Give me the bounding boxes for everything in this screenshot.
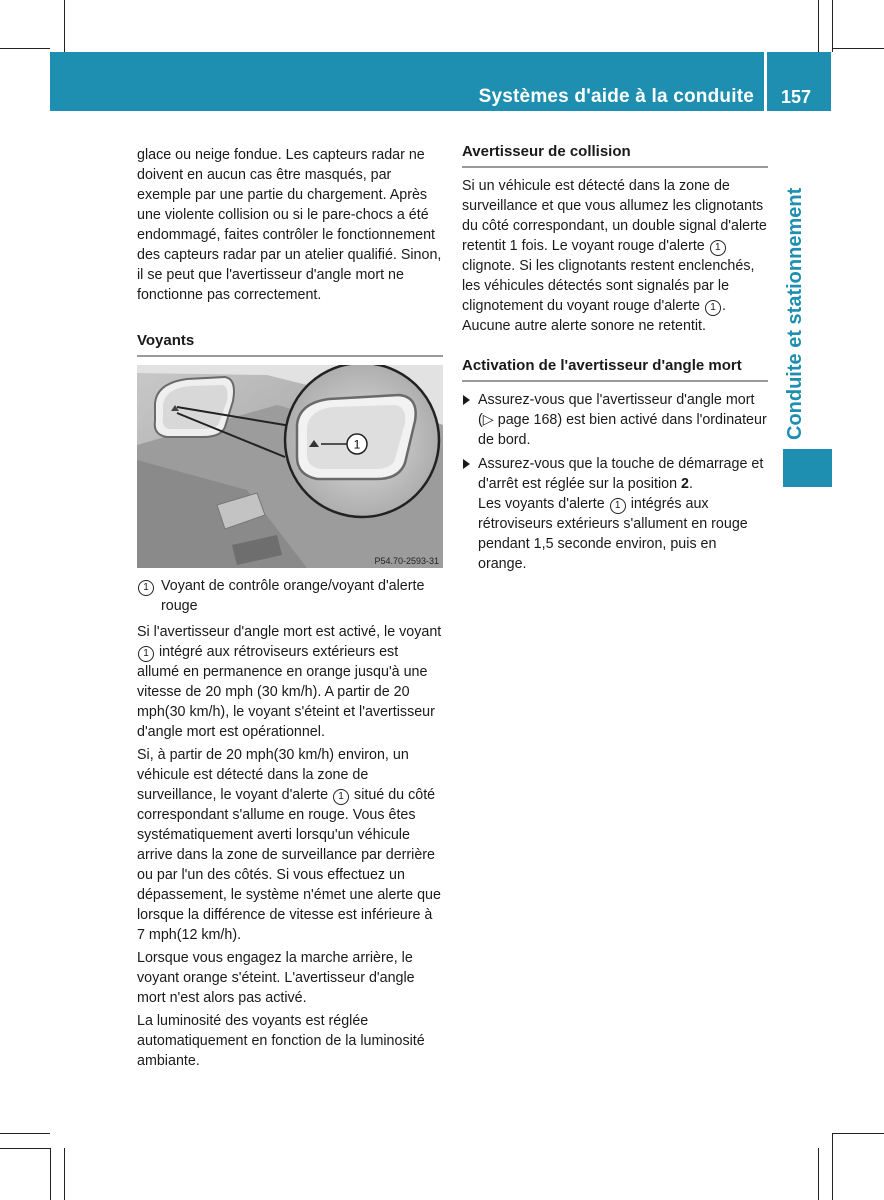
intro-paragraph: glace ou neige fondue. Les capteurs radar ne doivent en aucun cas être masqués, par exemple par une partie du chargement. Après une violente collision ou si le pare-chocs a été endommagé, faites contrôler le fonctionnement des capteurs radar par un atelier qualifié. Sinon, il se peut que l'avertisseur d'angle mort ne fonctionne pas correctement. [137, 147, 442, 303]
callout-badge: 1 [333, 789, 349, 805]
page-title: Systèmes d'aide à la conduite [478, 86, 754, 107]
crop-mark [64, 1148, 65, 1200]
crop-mark [832, 1133, 884, 1134]
page-header [50, 52, 764, 111]
right-column [462, 142, 768, 578]
callout-badge: 1 [710, 240, 726, 256]
figure-caption [137, 576, 443, 616]
crop-mark [64, 0, 65, 52]
page-ref-arrow-icon: ▷ [482, 412, 494, 428]
left-column [137, 145, 443, 1074]
mirror-figure [137, 365, 443, 568]
instruction-step-1: Assurez-vous que l'avertisseur d'angle mort (▷ page 168) est bien activé dans l'ordinateur de bord. [462, 390, 768, 450]
step-arrow-icon [463, 459, 470, 469]
instruction-step-2: Assurez-vous que la touche de démarrage et d'arrêt est réglée sur la position 2. Les voyants d'alerte 1 intégrés aux rétroviseurs extérieurs s'allument en rouge pendant 1,5 seconde environ, puis en orange. [462, 454, 768, 574]
side-section-text: Conduite et stationnement [784, 187, 806, 440]
crop-mark [818, 1148, 819, 1200]
side-tab-marker [783, 449, 832, 487]
figure-callout: 1 [353, 437, 361, 452]
paragraph-3: Lorsque vous engagez la marche arrière, le voyant orange s'éteint. L'avertisseur d'angle mort n'est alors pas activé. [137, 950, 415, 1006]
callout-badge: 1 [610, 498, 626, 514]
crop-mark [50, 1148, 51, 1200]
crop-mark [832, 1133, 833, 1200]
step-arrow-icon [463, 395, 470, 405]
crop-mark [832, 48, 884, 49]
callout-badge: 1 [705, 300, 721, 316]
paragraph-2: Si, à partir de 20 mph(30 km/h) environ, un véhicule est détecté dans la zone de surveillance, le voyant d'alerte 1 situé du côté correspondant s'allume en rouge. Vous êtes systématiquement averti lorsqu'un véhicule arrive dans la zone de surveillance par derrière ou par l'un des côtés. Si vous effectuez un dépassement, le système n'émet une alerte que lorsque la différence de vitesse est inférieure à 7 mph(12 km/h). [137, 747, 441, 943]
crop-mark [818, 0, 819, 52]
crop-mark [0, 1133, 50, 1134]
crop-mark [0, 1148, 50, 1149]
callout-badge: 1 [138, 580, 154, 596]
figure-code: P54.70-2593-31 [374, 556, 439, 566]
section-heading-activation: Activation de l'avertisseur d'angle mort [462, 356, 768, 382]
crop-mark [832, 0, 833, 52]
section-heading-collision: Avertisseur de collision [462, 142, 768, 168]
caption-text: Voyant de contrôle orange/voyant d'alerte rouge [161, 578, 425, 614]
collision-paragraph: Si un véhicule est détecté dans la zone de surveillance et que vous allumez les clignotants du côté correspondant, un double signal d'alerte retentit 1 fois. Le voyant rouge d'alerte 1 clignote. Si les clignotants restent enclenchés, les véhicules détectés sont signalés par le clignotement du voyant rouge d'alerte 1 . Aucune autre alerte sonore ne retentit. [462, 178, 767, 334]
crop-mark [0, 48, 50, 49]
section-heading-voyants: Voyants [137, 331, 443, 357]
page-number-box [767, 52, 831, 111]
paragraph-1: Si l'avertisseur d'angle mort est activé, le voyant 1 intégré aux rétroviseurs extérieurs est allumé en permanence en orange jusqu'à une vitesse de 20 mph (30 km/h). A partir de 20 mph(30 km/h), le voyant s'éteint et l'avertisseur d'angle mort est opérationnel. [137, 624, 442, 740]
paragraph-4: La luminosité des voyants est réglée automatiquement en fonction de la luminosité ambiante. [137, 1013, 425, 1069]
callout-badge: 1 [138, 646, 154, 662]
side-section-label [780, 160, 812, 440]
page-number: 157 [781, 87, 812, 107]
mirror-illustration [137, 365, 443, 568]
